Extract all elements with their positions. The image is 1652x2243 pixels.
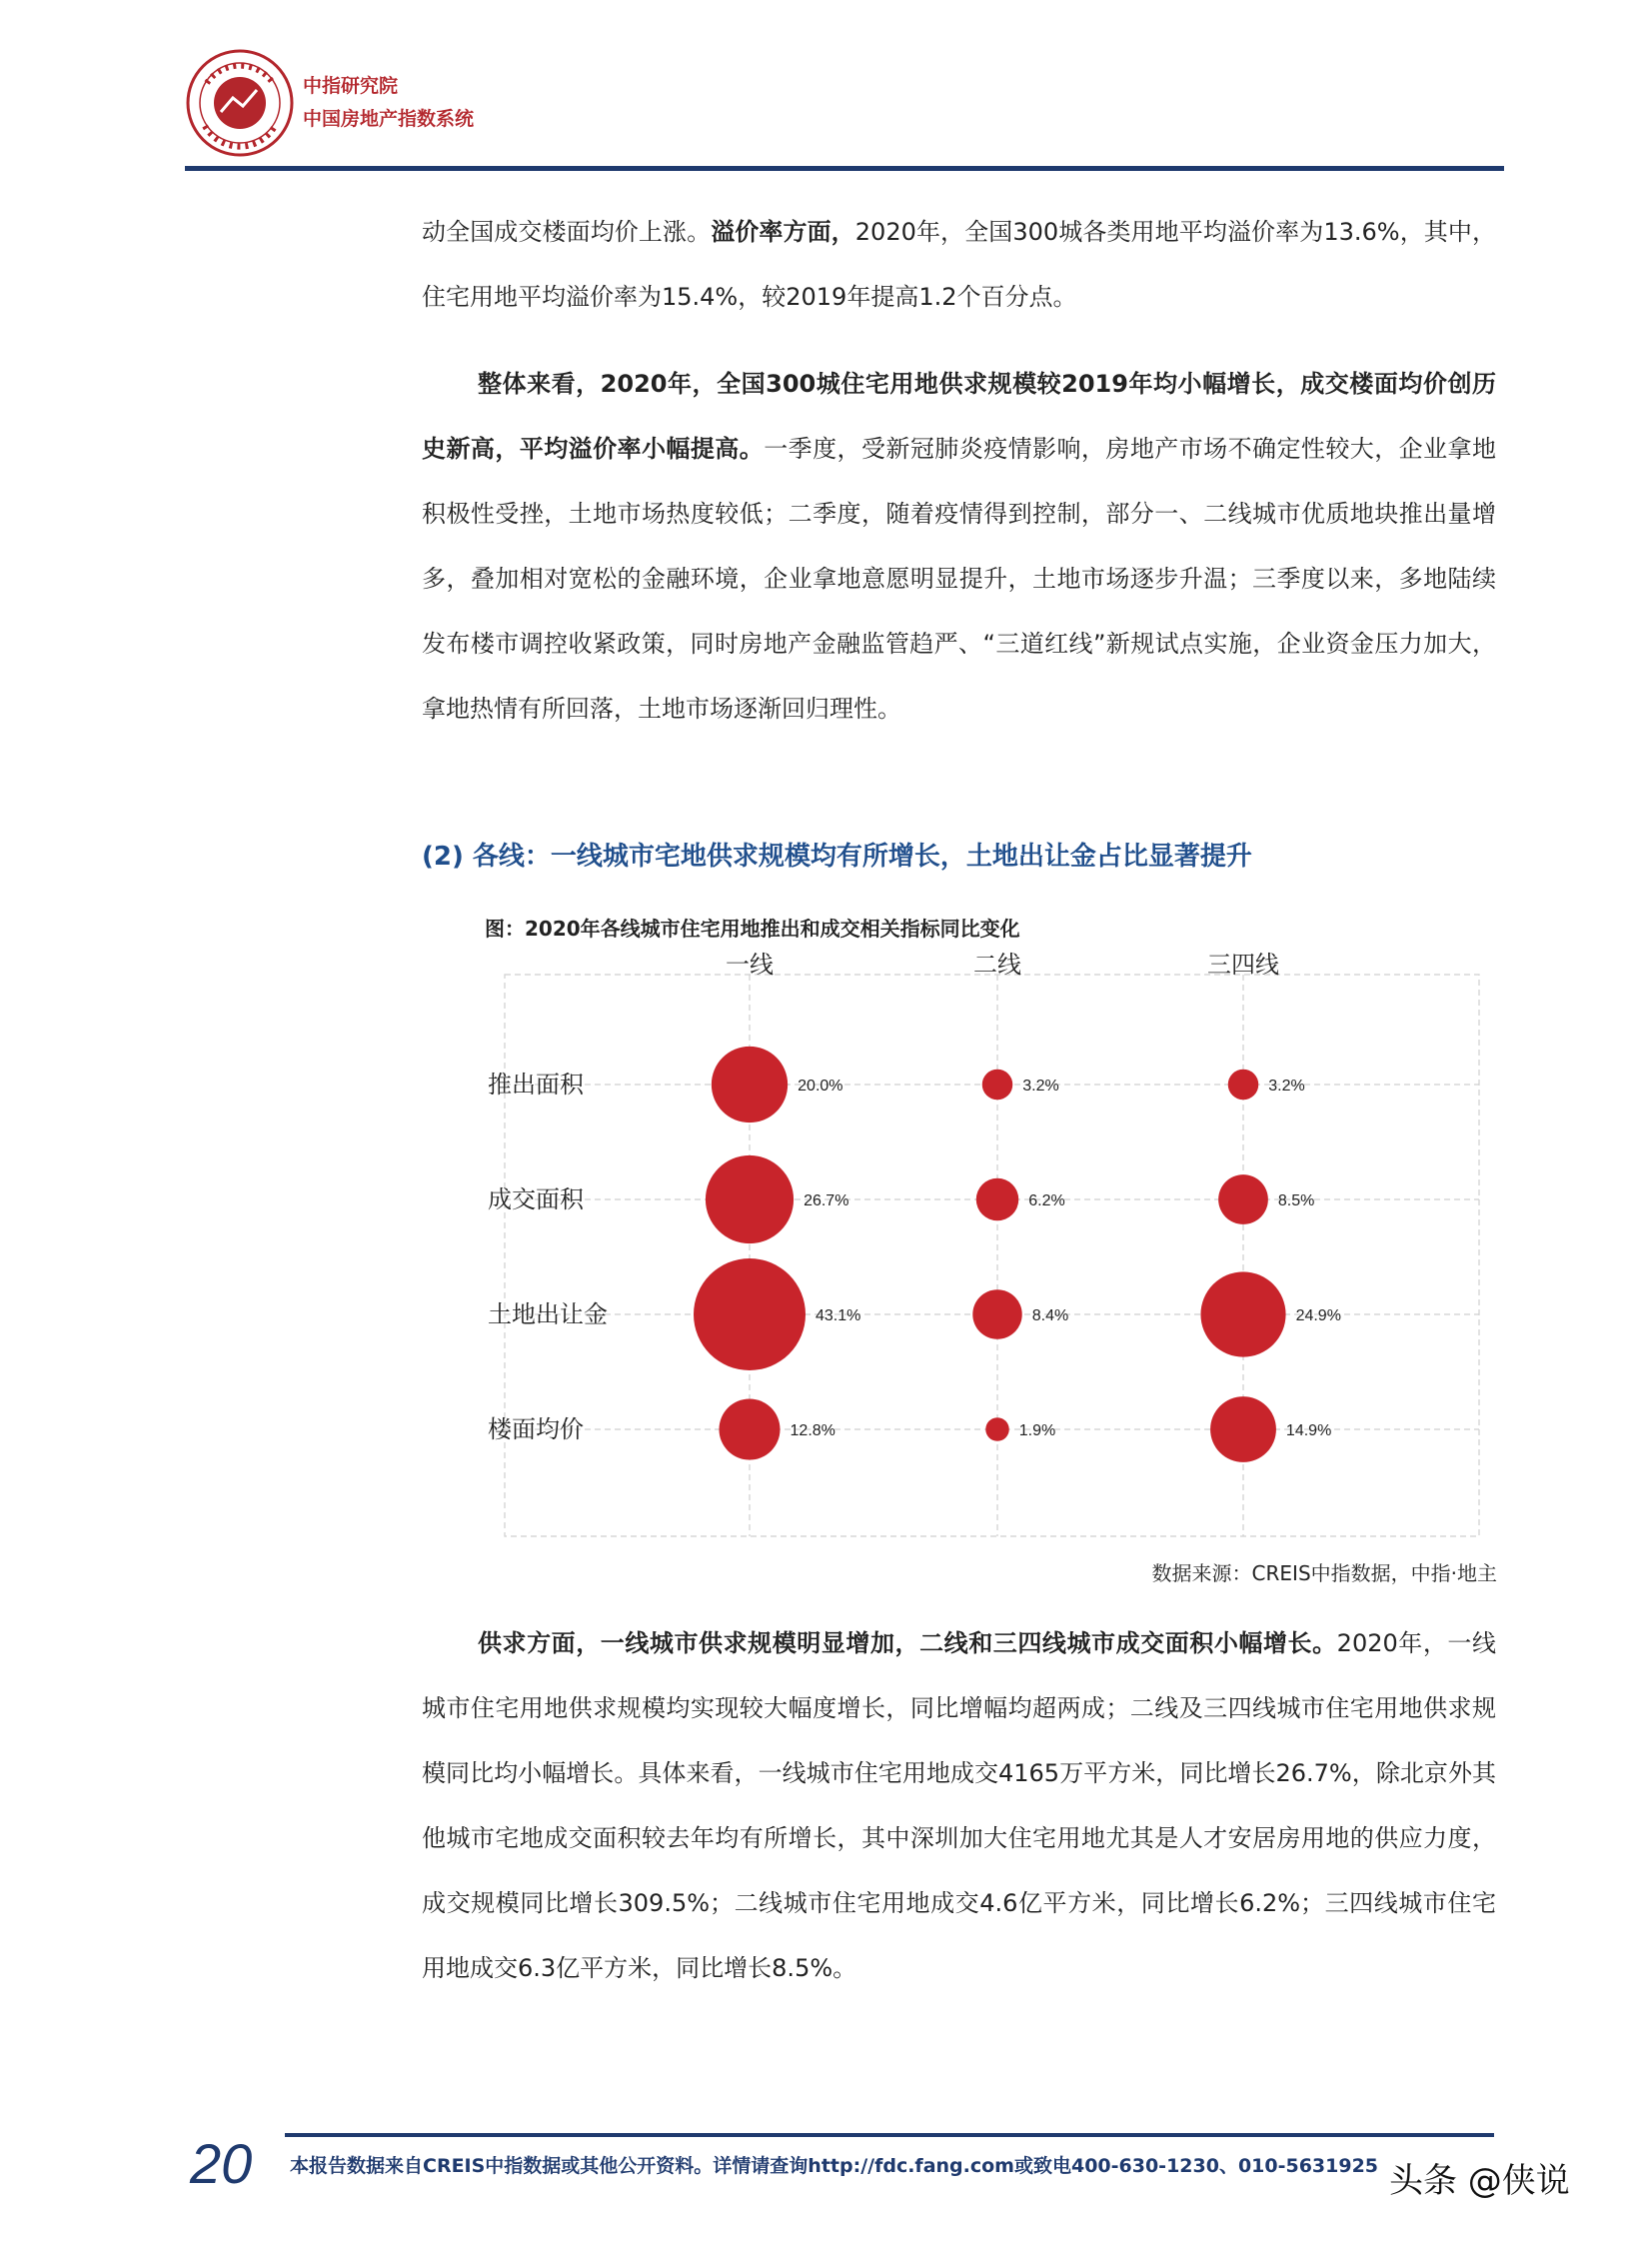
row-label: 土地出让金 bbox=[488, 1300, 608, 1328]
page-header bbox=[185, 48, 1504, 173]
row-label: 推出面积 bbox=[488, 1071, 584, 1099]
bubble-point bbox=[712, 1047, 788, 1122]
paragraph-premium-rate bbox=[422, 200, 1496, 330]
watermark: 头条 @侠说 bbox=[1389, 2161, 1570, 2201]
data-label: 1.9% bbox=[1018, 1422, 1056, 1439]
column-label: 一线 bbox=[726, 951, 774, 979]
data-label: 26.7% bbox=[804, 1192, 849, 1209]
data-label: 24.9% bbox=[1295, 1307, 1341, 1324]
paragraph-overall bbox=[422, 352, 1496, 742]
bubble-point bbox=[1210, 1396, 1276, 1462]
paragraph-bold: 供求方面，一线城市供求规模明显增加，二线和三四线城市成交面积小幅增长。 bbox=[478, 1629, 1337, 1657]
paragraph-bold: 溢价率方面， bbox=[711, 218, 855, 246]
plot-frame bbox=[505, 975, 1479, 1536]
bubble-point bbox=[1200, 1271, 1285, 1356]
row-label: 楼面均价 bbox=[488, 1415, 584, 1443]
section-title: (2) 各线：一线城市宅地供求规模均有所增长，土地出让金占比显著提升 bbox=[422, 842, 1252, 872]
bubble-chart bbox=[420, 945, 1499, 1544]
paragraph-body: 2020年，全国300城各类用地平均溢价率为13.6%，其中，住宅用地平均溢价率为15.4%，较2019年提高1.2个百分点。 bbox=[422, 218, 1496, 311]
bubble-point bbox=[706, 1155, 794, 1243]
row-label: 成交面积 bbox=[488, 1185, 584, 1213]
data-label: 8.4% bbox=[1031, 1307, 1069, 1324]
data-label: 8.5% bbox=[1277, 1192, 1315, 1209]
bubble-point bbox=[985, 1417, 1009, 1441]
column-label: 三四线 bbox=[1207, 951, 1279, 979]
bubble-point bbox=[694, 1258, 806, 1370]
data-label: 3.2% bbox=[1022, 1078, 1059, 1095]
bubble-point bbox=[982, 1070, 1013, 1101]
bubble-point bbox=[972, 1289, 1021, 1338]
academy-logo bbox=[185, 48, 295, 158]
paragraph-body: 2020年，一线城市住宅用地供求规模均实现较大幅度增长，同比增幅均超两成；二线及三四线城市住宅用地供求规模同比均小幅增长。具体来看，一线城市住宅用地成交4165万平方米，同比增长26.7%，除北京外其他城市宅地成交面积较去年均有所增长，其中深圳加大住宅用地尤其是人才安居房用地的供应力度，成交规模同比增长309.5%；二线城市住宅用地成交4.6亿平方米，同比增长6.2%；三四线城市住宅用地成交6.3亿平方米，同比增长8.5%。 bbox=[422, 1629, 1496, 1982]
figure-caption: 图：2020年各线城市住宅用地推出和成交相关指标同比变化 bbox=[485, 917, 1020, 941]
data-label: 6.2% bbox=[1028, 1192, 1065, 1209]
bubble-point bbox=[1218, 1174, 1268, 1224]
data-label: 14.9% bbox=[1285, 1422, 1332, 1439]
bubble-point bbox=[1228, 1070, 1259, 1101]
system-name: 中国房地产指数系统 bbox=[303, 108, 475, 130]
column-label: 二线 bbox=[973, 951, 1021, 979]
data-label: 3.2% bbox=[1268, 1078, 1305, 1095]
org-name: 中指研究院 bbox=[303, 75, 399, 97]
header-divider bbox=[185, 166, 1504, 171]
organization-names bbox=[303, 70, 474, 136]
data-label: 12.8% bbox=[790, 1422, 835, 1439]
data-label: 43.1% bbox=[816, 1307, 861, 1324]
paragraph-body: 一季度，受新冠肺炎疫情影响，房地产市场不确定性较大，企业拿地积极性受挫，土地市场热度较低；二季度，随着疫情得到控制，部分一、二线城市优质地块推出量增多，叠加相对宽松的金融环境，企业拿地意愿明显提升，土地市场逐步升温；三季度以来，多地陆续发布楼市调控收紧政策，同时房地产金融监管趋严、“三道红线”新规试点实施，企业资金压力加大，拿地热情有所回落，土地市场逐渐回归理性。 bbox=[422, 435, 1496, 723]
paragraph-bold: 整体来看，2020年，全国300城住宅用地供求规模较2019年均小幅增长，成交楼面均价创历史新高，平均溢价率小幅提高。 bbox=[422, 370, 1496, 463]
bubble-point bbox=[719, 1398, 780, 1459]
data-source: 数据来源：CREIS中指数据，中指·地主 bbox=[1151, 1561, 1497, 1585]
page-number: 20 bbox=[190, 2132, 253, 2195]
paragraph-supply-demand bbox=[422, 1611, 1496, 2001]
paragraph-lead: 动全国成交楼面均价上涨。 bbox=[422, 218, 712, 246]
bubble-point bbox=[976, 1178, 1018, 1220]
footer-note: 本报告数据来自CREIS中指数据或其他公开资料。详情请查询http://fdc.fang.com或致电400-630-1230、010-5631925 bbox=[290, 2155, 1379, 2177]
data-label: 20.0% bbox=[798, 1078, 843, 1095]
footer-divider bbox=[285, 2133, 1494, 2137]
